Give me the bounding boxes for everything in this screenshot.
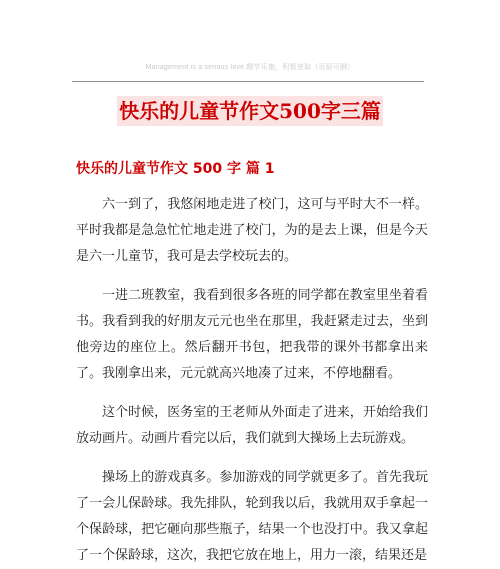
document-body [76,192,428,569]
document-title-wrap [0,96,500,126]
paragraph-1: 六一到了，我悠闲地走进了校门，这可与平时大不一样。平时我都是急急忙忙地走进了校门，为的是去上课，但是今天是六一儿童节，我可是去学校玩去的。 [76,197,428,264]
section-heading: 快乐的儿童节作文 500 字 篇 1 [76,161,275,177]
paragraph-2: 一进二班教室，我看到很多各班的同学都在教室里坐着看书。我看到我的好朋友元元也坐在那里，我赶紧走过去，坐到他旁边的座位上。然后翻开书包，把我带的课外书都拿出来了。我刚拿出来，元元就高兴地凑了过来，不停地翻看。 [76,288,428,381]
document-title: 快乐的儿童节作文500字三篇 [117,96,383,126]
page-header-text: Management is a serious love.精学乐施，积极进取（页眉可删） [145,64,355,71]
paragraph-3: 这个时候，医务室的王老师从外面走了进来，开始给我们放动画片。动画片看完以后，我们就到大操场上去玩游戏。 [76,405,428,446]
header-divider [72,81,424,82]
paragraph-4: 操场上的游戏真多。参加游戏的同学就更多了。首先我玩了一会儿保龄球。我先排队，轮到我以后，我就用双手拿起一个保龄球，把它砸向那些瓶子，结果一个也没打中。我又拿起了一个保龄球，这次，我把它放在地上，用力一滚，结果还是 [76,470,428,563]
